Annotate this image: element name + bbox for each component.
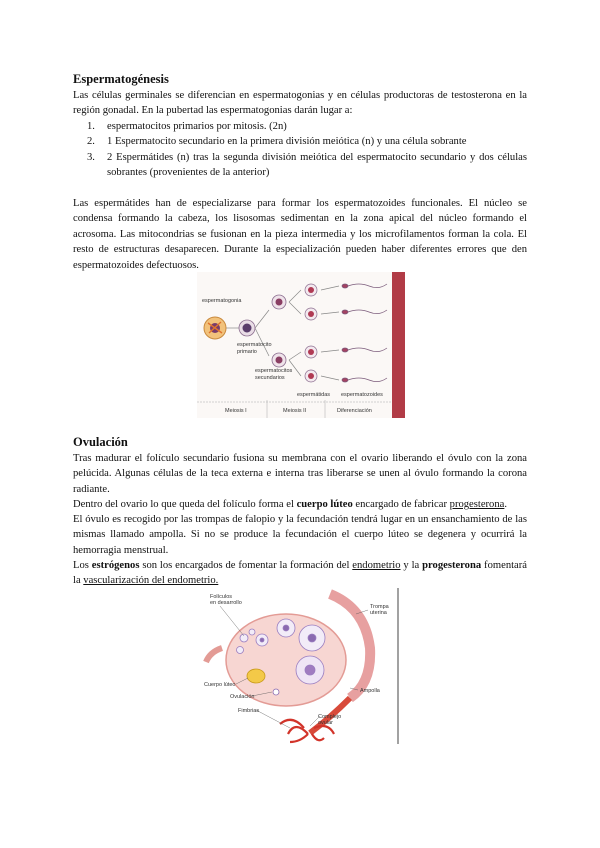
- section-title-ovulacion: Ovulación: [73, 435, 128, 449]
- ovulation-paragraph-3: El óvulo es recogido por las trompas de falopio y la fecundación tendrá lugar en un ensanchamiento de las mismas llamado ampolla. Si no se produce la fecundación el cuerpo lúteo se degenera y ocurrirá la hemorragia menstrual.: [73, 514, 527, 556]
- label-ampolla: Ampolla: [360, 688, 380, 694]
- label-meiosis-1: Meiosis I: [225, 408, 247, 414]
- primary-spermatocyte-cell: [239, 320, 255, 336]
- side-bar: [392, 272, 405, 418]
- label-espermatidas: espermátidas: [297, 392, 331, 398]
- label-meiosis-2: Meiosis II: [283, 408, 307, 414]
- ovulation-paragraph-4: Los estrógenos son los encargados de fomentar la formación del endometrio y la progesterona fomentará la vascularización del endometrio.: [73, 560, 527, 587]
- label-ovulacion: Ovulación: [230, 694, 255, 700]
- label-complejo-2: ovular: [318, 720, 333, 726]
- section-title-espermatogenesis: Espermatogénesis: [73, 72, 169, 86]
- spermatogenesis-figure: [197, 272, 405, 418]
- label-espermatozoides: espermatozoides: [341, 392, 383, 398]
- spermatogonia-cell: [204, 317, 226, 339]
- ovulation-paragraph-2: Dentro del ovario lo que queda del folículo forma el cuerpo lúteo encargado de fabricar progesterona.: [73, 499, 508, 510]
- label-primario-2: primario: [237, 349, 257, 355]
- ovulation-paragraph-1: Tras madurar el folículo secundario fusiona su membrana con el ovario liberando el óvulo con la zona pelúcida. Algunas células de la teca externa e interna tras liberarse se unen al óvulo formando la corona radiante.: [73, 453, 527, 495]
- label-espermatogonia: espermatogonia: [202, 298, 242, 304]
- ovary-figure: [200, 588, 402, 744]
- label-secundarios-2: secundarios: [255, 375, 285, 381]
- list-item: 1. espermatocitos primarios por mitosis. (2n): [87, 121, 287, 132]
- spermatid-paragraph: Las espermátides han de especializarse para formar los espermatozoides funcionales. El núcleo se condensa formando la cabeza, los lisosomas sedimentan en la zona apical del núcleo formando el acrosoma. Las mitocondrias se fusionan en la pieza intermedia y los microfilamentos forman la cola. El resto de estructuras desaparecen. Durante la especialización pueden haber diferentes errores que den espermatozoides defectuosos.: [73, 198, 527, 271]
- intro-paragraph: Las células germinales se diferencian en espermatogonias y en células productoras de testosterona en la región gonadal. En la pubertad las espermatogonias darán lugar a:: [73, 90, 527, 117]
- label-foliculos: Folículos: [210, 594, 233, 600]
- corpus-luteum: [247, 669, 265, 683]
- list-item: 3. 2 Espermátides (n) tras la segunda división meiótica del espermatocito secundario y dos células sobrantes (provenientes de la anterior): [87, 151, 527, 179]
- label-diferenciacion: Diferenciación: [337, 408, 372, 414]
- label-cuerpo-luteo: Cuerpo lúteo: [204, 682, 236, 688]
- label-secundarios-1: espermatocitos: [255, 368, 293, 374]
- label-foliculos-2: en desarrollo: [210, 600, 242, 606]
- label-trompa: Trompa: [370, 604, 389, 610]
- list-item: 2. 1 Espermatocito secundario en la primera división meiótica (n) y una célula sobrante: [87, 136, 467, 148]
- label-fimbrias: Fimbrias: [238, 708, 260, 714]
- stages-list: [73, 119, 527, 181]
- label-primario-1: espermatocito: [237, 342, 272, 348]
- label-complejo: Complejo: [318, 714, 342, 720]
- label-trompa-2: uterina: [370, 610, 387, 616]
